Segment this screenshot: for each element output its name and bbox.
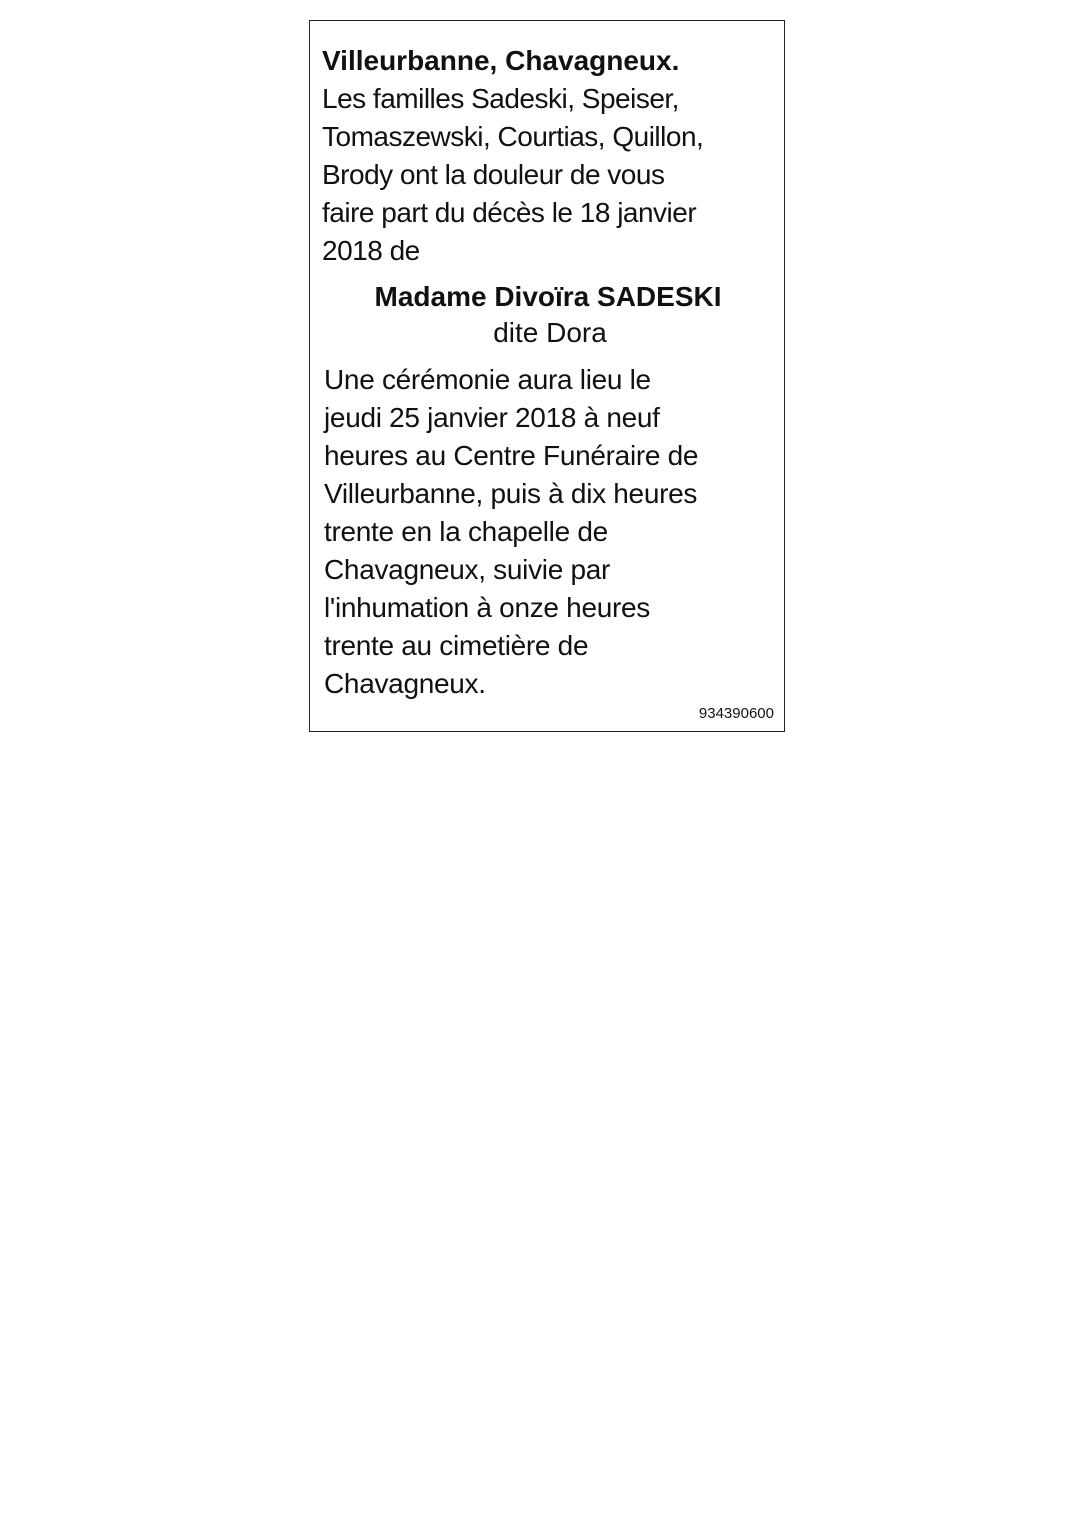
ceremony-line: trente au cimetière de: [324, 630, 589, 661]
intro-line: faire part du décès le 18 janvier: [322, 197, 697, 228]
intro-line: 2018 de: [322, 235, 420, 266]
notice-heading: Villeurbanne, Chavagneux.: [322, 45, 680, 76]
ceremony-line: Une cérémonie aura lieu le: [324, 364, 651, 395]
notice-intro: [322, 80, 774, 270]
ceremony-line: heures au Centre Funéraire de: [324, 440, 699, 471]
ceremony-line: trente en la chapelle de: [324, 516, 608, 547]
reference-number: 934390600: [698, 705, 774, 722]
intro-line: Brody ont la douleur de vous: [322, 159, 665, 190]
ceremony-line: Chavagneux.: [324, 668, 486, 699]
ceremony-line: l'inhumation à onze heures: [324, 592, 650, 623]
ceremony-line: jeudi 25 janvier 2018 à neuf: [324, 402, 660, 433]
ceremony-details: [324, 361, 776, 703]
deceased-name: Madame Divoïra SADESKI: [374, 281, 722, 312]
ceremony-line: Villeurbanne, puis à dix heures: [324, 478, 698, 509]
deceased-nickname: dite Dora: [493, 317, 607, 348]
obituary-notice: [309, 20, 785, 732]
intro-line: Tomaszewski, Courtias, Quillon,: [322, 121, 704, 152]
ceremony-line: Chavagneux, suivie par: [324, 554, 611, 585]
intro-line: Les familles Sadeski, Speiser,: [322, 83, 679, 114]
